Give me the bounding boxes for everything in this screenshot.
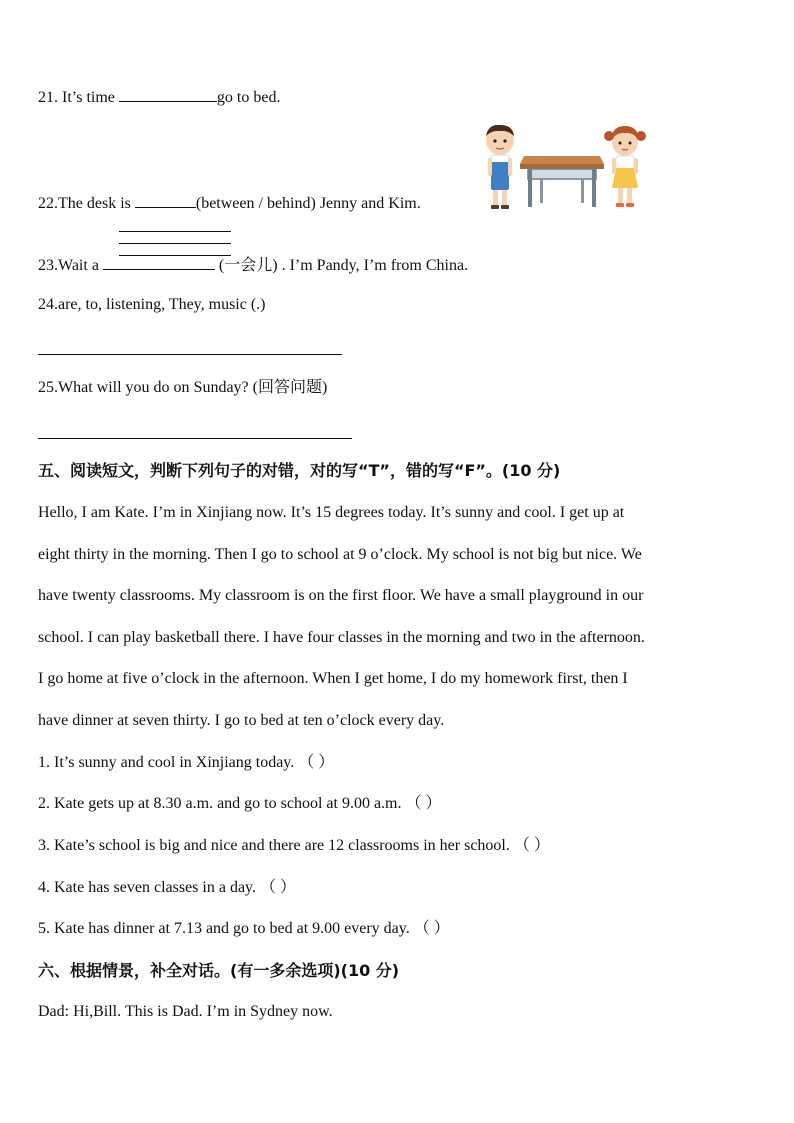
question-24-text: .are, to, listening, They, music (.) (54, 296, 266, 313)
answer-parentheses[interactable]: （ ） (405, 795, 442, 812)
statement-text: 3. Kate’s school is big and nice and there are 12 classrooms in her school. (38, 837, 510, 854)
girl-figure (604, 126, 646, 207)
statement-text: 2. Kate gets up at 8.30 a.m. and go to school at 9.00 a.m. (38, 795, 402, 812)
question-22-number: 22 (38, 195, 54, 212)
boy-figure (486, 125, 514, 209)
question-21 (38, 87, 280, 108)
answer-parentheses[interactable]: （ ） (260, 879, 297, 896)
statement-5 (38, 919, 450, 939)
question-23-text-after: (一会儿) . I’m Pandy, I’m from China. (214, 257, 469, 274)
statement-4 (38, 878, 296, 898)
writing-line (119, 231, 231, 232)
question-23-blank[interactable] (103, 255, 215, 270)
question-21-number: 21 (38, 89, 54, 106)
passage-line: school. I can play basketball there. I have four classes in the morning and two in the afternoon. (38, 629, 645, 646)
writing-line (119, 243, 231, 244)
section-6-heading: 六、根据情景，补全对话。(有一多余选项)(10 分) (38, 961, 400, 980)
passage-line: have dinner at seven thirty. I go to bed at ten o’clock every day. (38, 712, 445, 729)
question-24 (38, 295, 266, 315)
statement-text: 4. Kate has seven classes in a day. (38, 879, 256, 896)
passage-line: eight thirty in the morning. Then I go to school at 9 o’clock. My school is not big but nice. We (38, 546, 642, 563)
statement-1 (38, 753, 334, 773)
question-25-answer-line[interactable] (38, 438, 352, 439)
question-25-number: 25 (38, 379, 54, 396)
passage-line: have twenty classrooms. My classroom is on the first floor. We have a small playground in our (38, 587, 644, 604)
answer-parentheses[interactable]: （ ） (413, 920, 450, 937)
boy-desk-girl-illustration (476, 122, 651, 214)
question-22 (38, 193, 421, 214)
question-22-blank[interactable] (135, 193, 196, 208)
question-24-answer-line[interactable] (38, 354, 342, 355)
question-25-text: .What will you do on Sunday? (回答问题) (54, 379, 328, 396)
passage-line: I go home at five o’clock in the afternoon. When I get home, I do my homework first, then I (38, 670, 628, 687)
question-23-number: 23 (38, 257, 54, 274)
question-23-text-before: .Wait a (54, 257, 103, 274)
question-22-text-before: .The desk is (54, 195, 135, 212)
statement-3 (38, 836, 550, 856)
answer-parentheses[interactable]: （ ） (513, 837, 550, 854)
question-21-text-after: go to bed. (216, 89, 281, 106)
statement-text: 5. Kate has dinner at 7.13 and go to bed at 9.00 every day. (38, 920, 410, 937)
question-24-number: 24 (38, 296, 54, 313)
statement-text: 1. It’s sunny and cool in Xinjiang today. (38, 754, 295, 771)
dialogue-line-1: Dad: Hi,Bill. This is Dad. I’m in Sydney now. (38, 1003, 333, 1020)
question-23 (38, 255, 468, 276)
section-5-heading: 五、阅读短文，判断下列句子的对错，对的写“T”，错的写“F”。(10 分) (38, 461, 561, 480)
question-25 (38, 378, 327, 398)
question-21-blank[interactable] (119, 87, 217, 102)
desk-figure (520, 156, 604, 207)
answer-parentheses[interactable]: （ ） (298, 754, 335, 771)
passage-line: Hello, I am Kate. I’m in Xinjiang now. It’s 15 degrees today. It’s sunny and cool. I get up at (38, 504, 625, 521)
question-22-text-after: (between / behind) Jenny and Kim. (195, 195, 421, 212)
question-21-text-before: . It’s time (54, 89, 119, 106)
statement-2 (38, 794, 442, 814)
